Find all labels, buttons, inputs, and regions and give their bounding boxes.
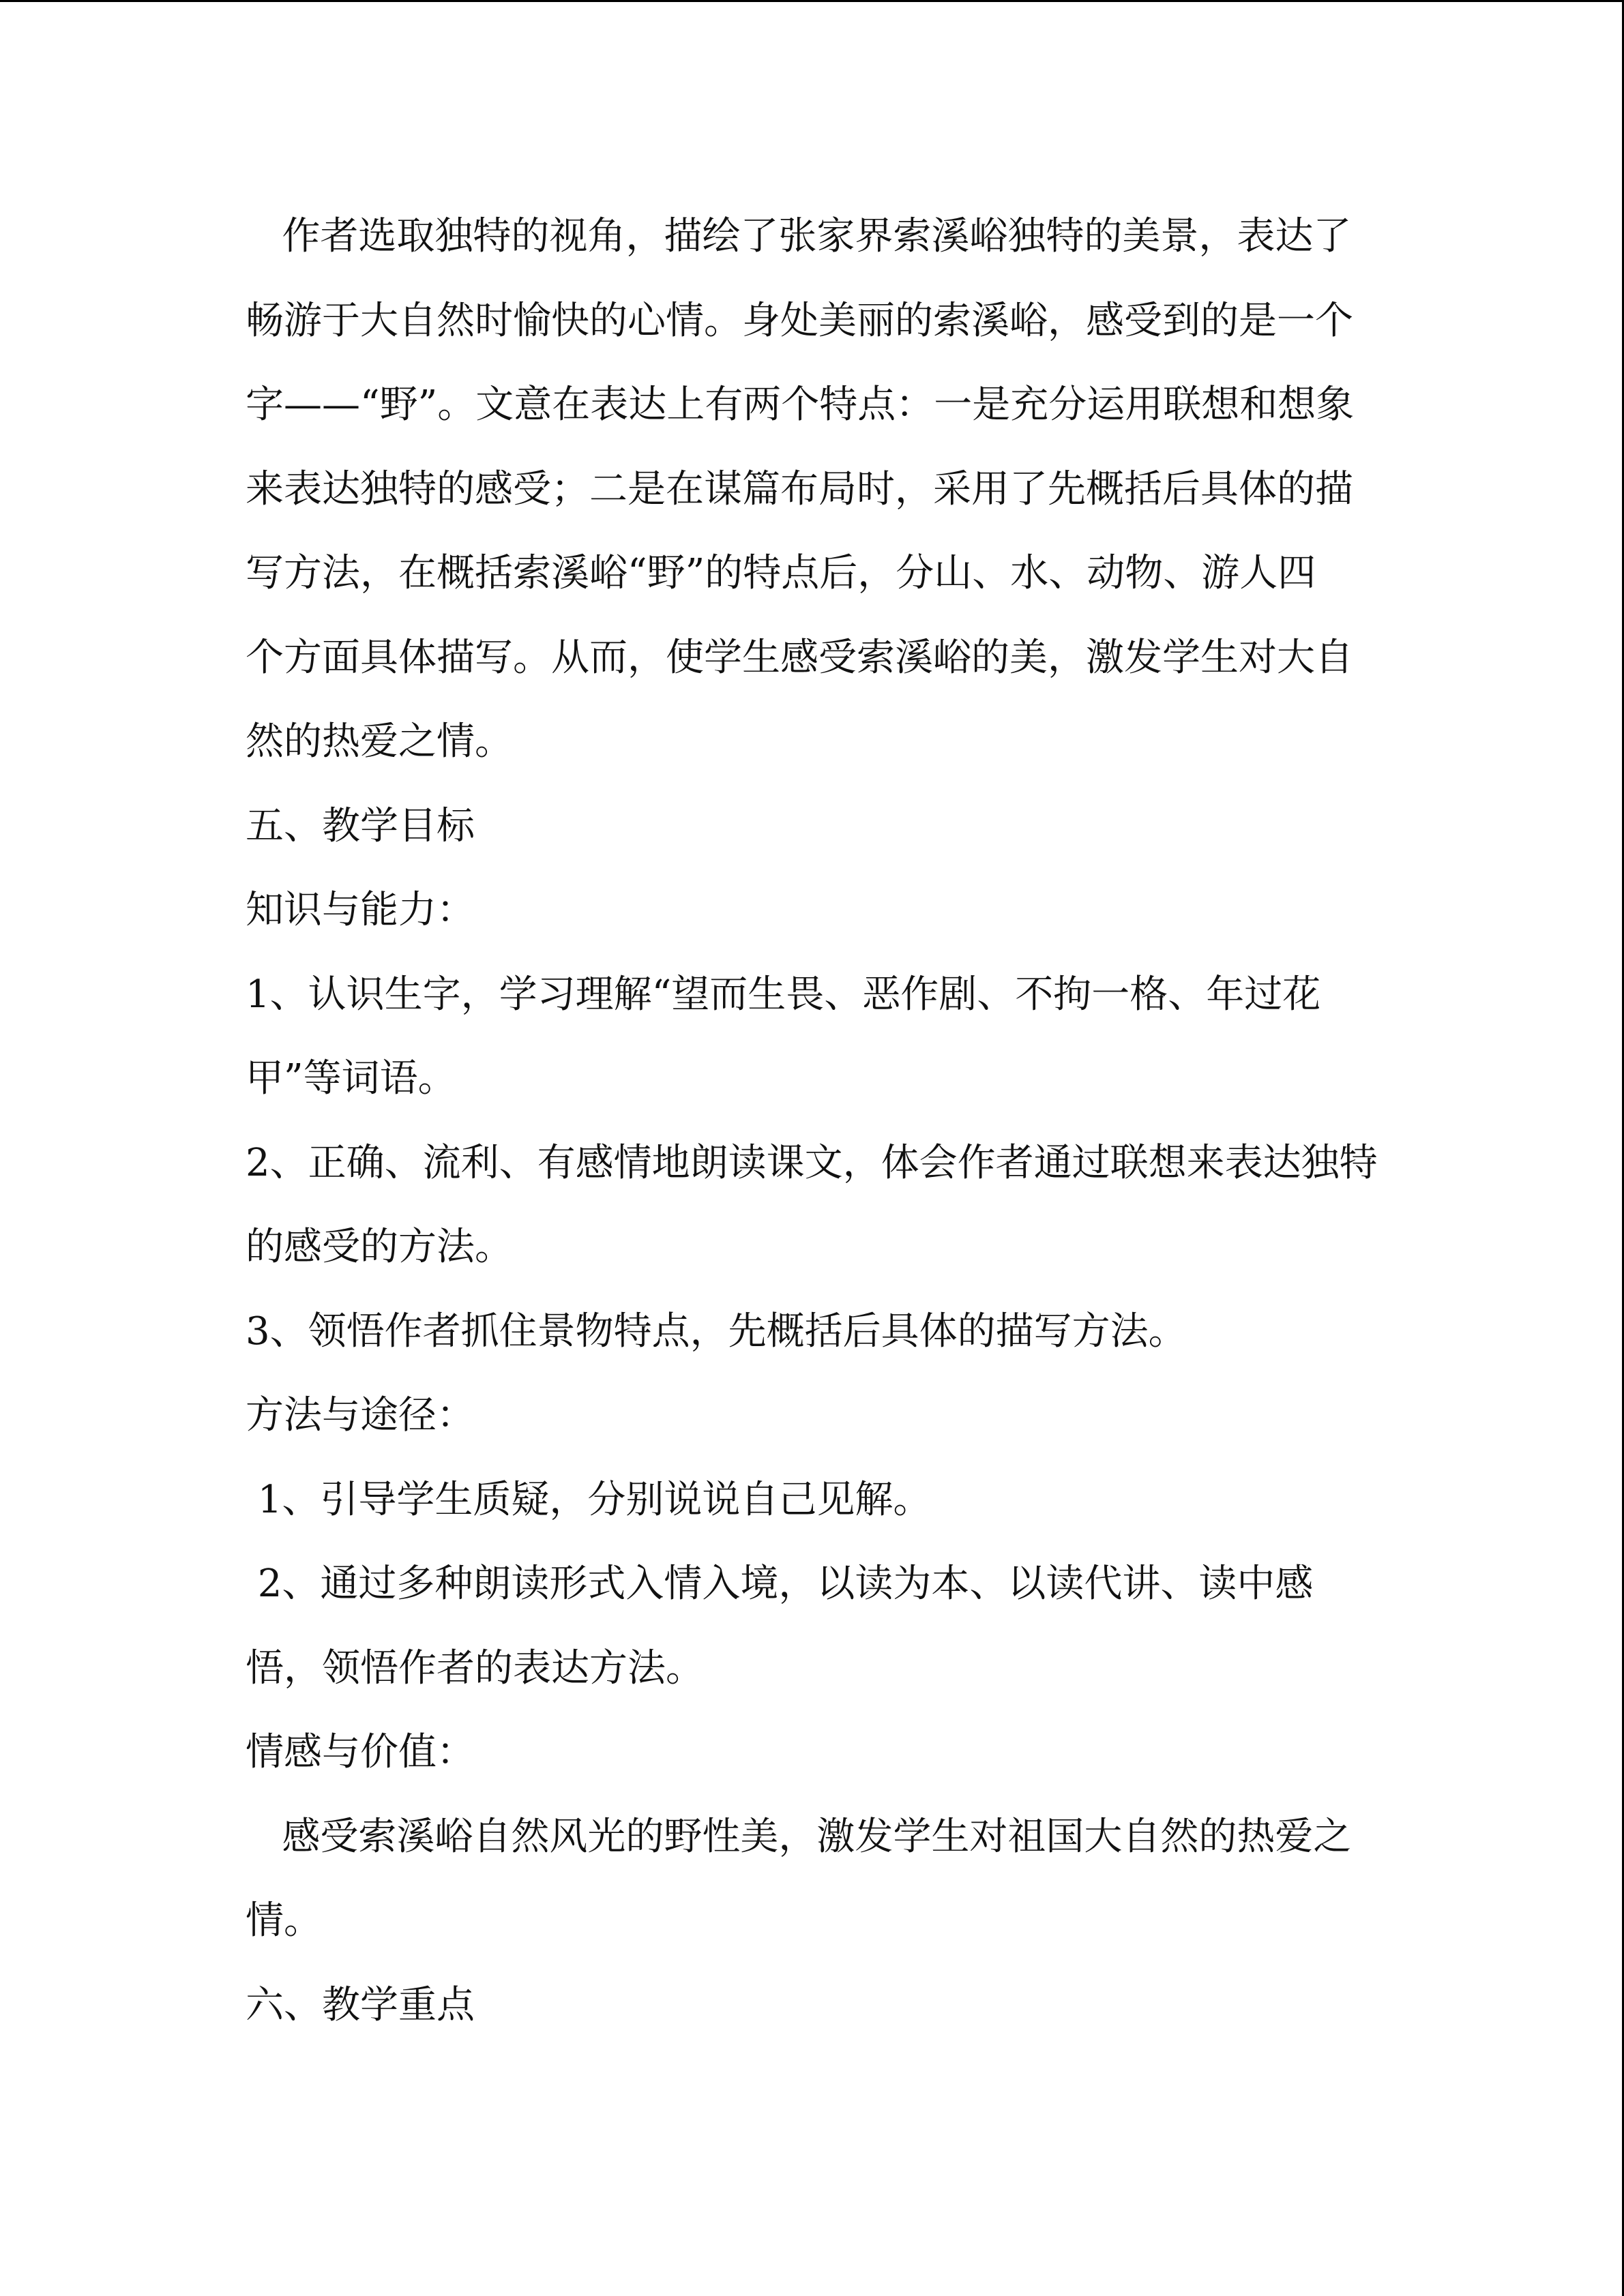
paragraph-line: 字——“野”。文意在表达上有两个特点：一是充分运用联想和想象	[246, 383, 1355, 427]
list-item-line: 2、正确、流利、有感情地朗读课文，体会作者通过联想来表达独特	[246, 1140, 1378, 1185]
list-item-line: 3、领悟作者抓住景物特点，先概括后具体的描写方法。	[246, 1309, 1187, 1354]
paragraph-line: 畅游于大自然时愉快的心情。身处美丽的索溪峪，感受到的是一个	[246, 298, 1353, 343]
list-item-line: 的感受的方法。	[246, 1225, 513, 1269]
paragraph-line: 个方面具体描写。从而，使学生感受索溪峪的美，激发学生对大自	[246, 635, 1353, 680]
list-item-line: 1、认识生字，学习理解“望而生畏、恶作剧、不拘一格、年过花	[246, 972, 1321, 1017]
paragraph-line: 感受索溪峪自然风光的野性美，激发学生对祖国大自然的热爱之	[246, 1814, 1352, 1859]
section-heading: 六、教学重点	[246, 1982, 475, 2027]
paragraph-line: 写方法，在概括索溪峪“野”的特点后，分山、水、动物、游人四	[246, 551, 1316, 595]
list-item-line: 甲”等词语。	[246, 1056, 456, 1101]
section-heading: 五、教学目标	[246, 803, 475, 848]
list-item-line: 悟，领悟作者的表达方法。	[246, 1645, 704, 1690]
paragraph-line: 然的热爱之情。	[246, 719, 513, 764]
subheading: 方法与途径：	[246, 1393, 475, 1437]
list-item-line: 1、引导学生质疑，分别说说自己见解。	[246, 1477, 932, 1522]
paragraph-line: 来表达独特的感受；二是在谋篇布局时，采用了先概括后具体的描	[246, 466, 1353, 511]
document-body	[246, 194, 1378, 2047]
subheading: 知识与能力：	[246, 888, 475, 932]
paragraph-line: 情。	[246, 1898, 322, 1943]
subheading: 情感与价值：	[246, 1730, 475, 1774]
paragraph-line: 作者选取独特的视角，描绘了张家界索溪峪独特的美景，表达了	[246, 214, 1352, 258]
list-item-line: 2、通过多种朗读形式入情入境，以读为本、以读代讲、读中感	[246, 1562, 1314, 1606]
